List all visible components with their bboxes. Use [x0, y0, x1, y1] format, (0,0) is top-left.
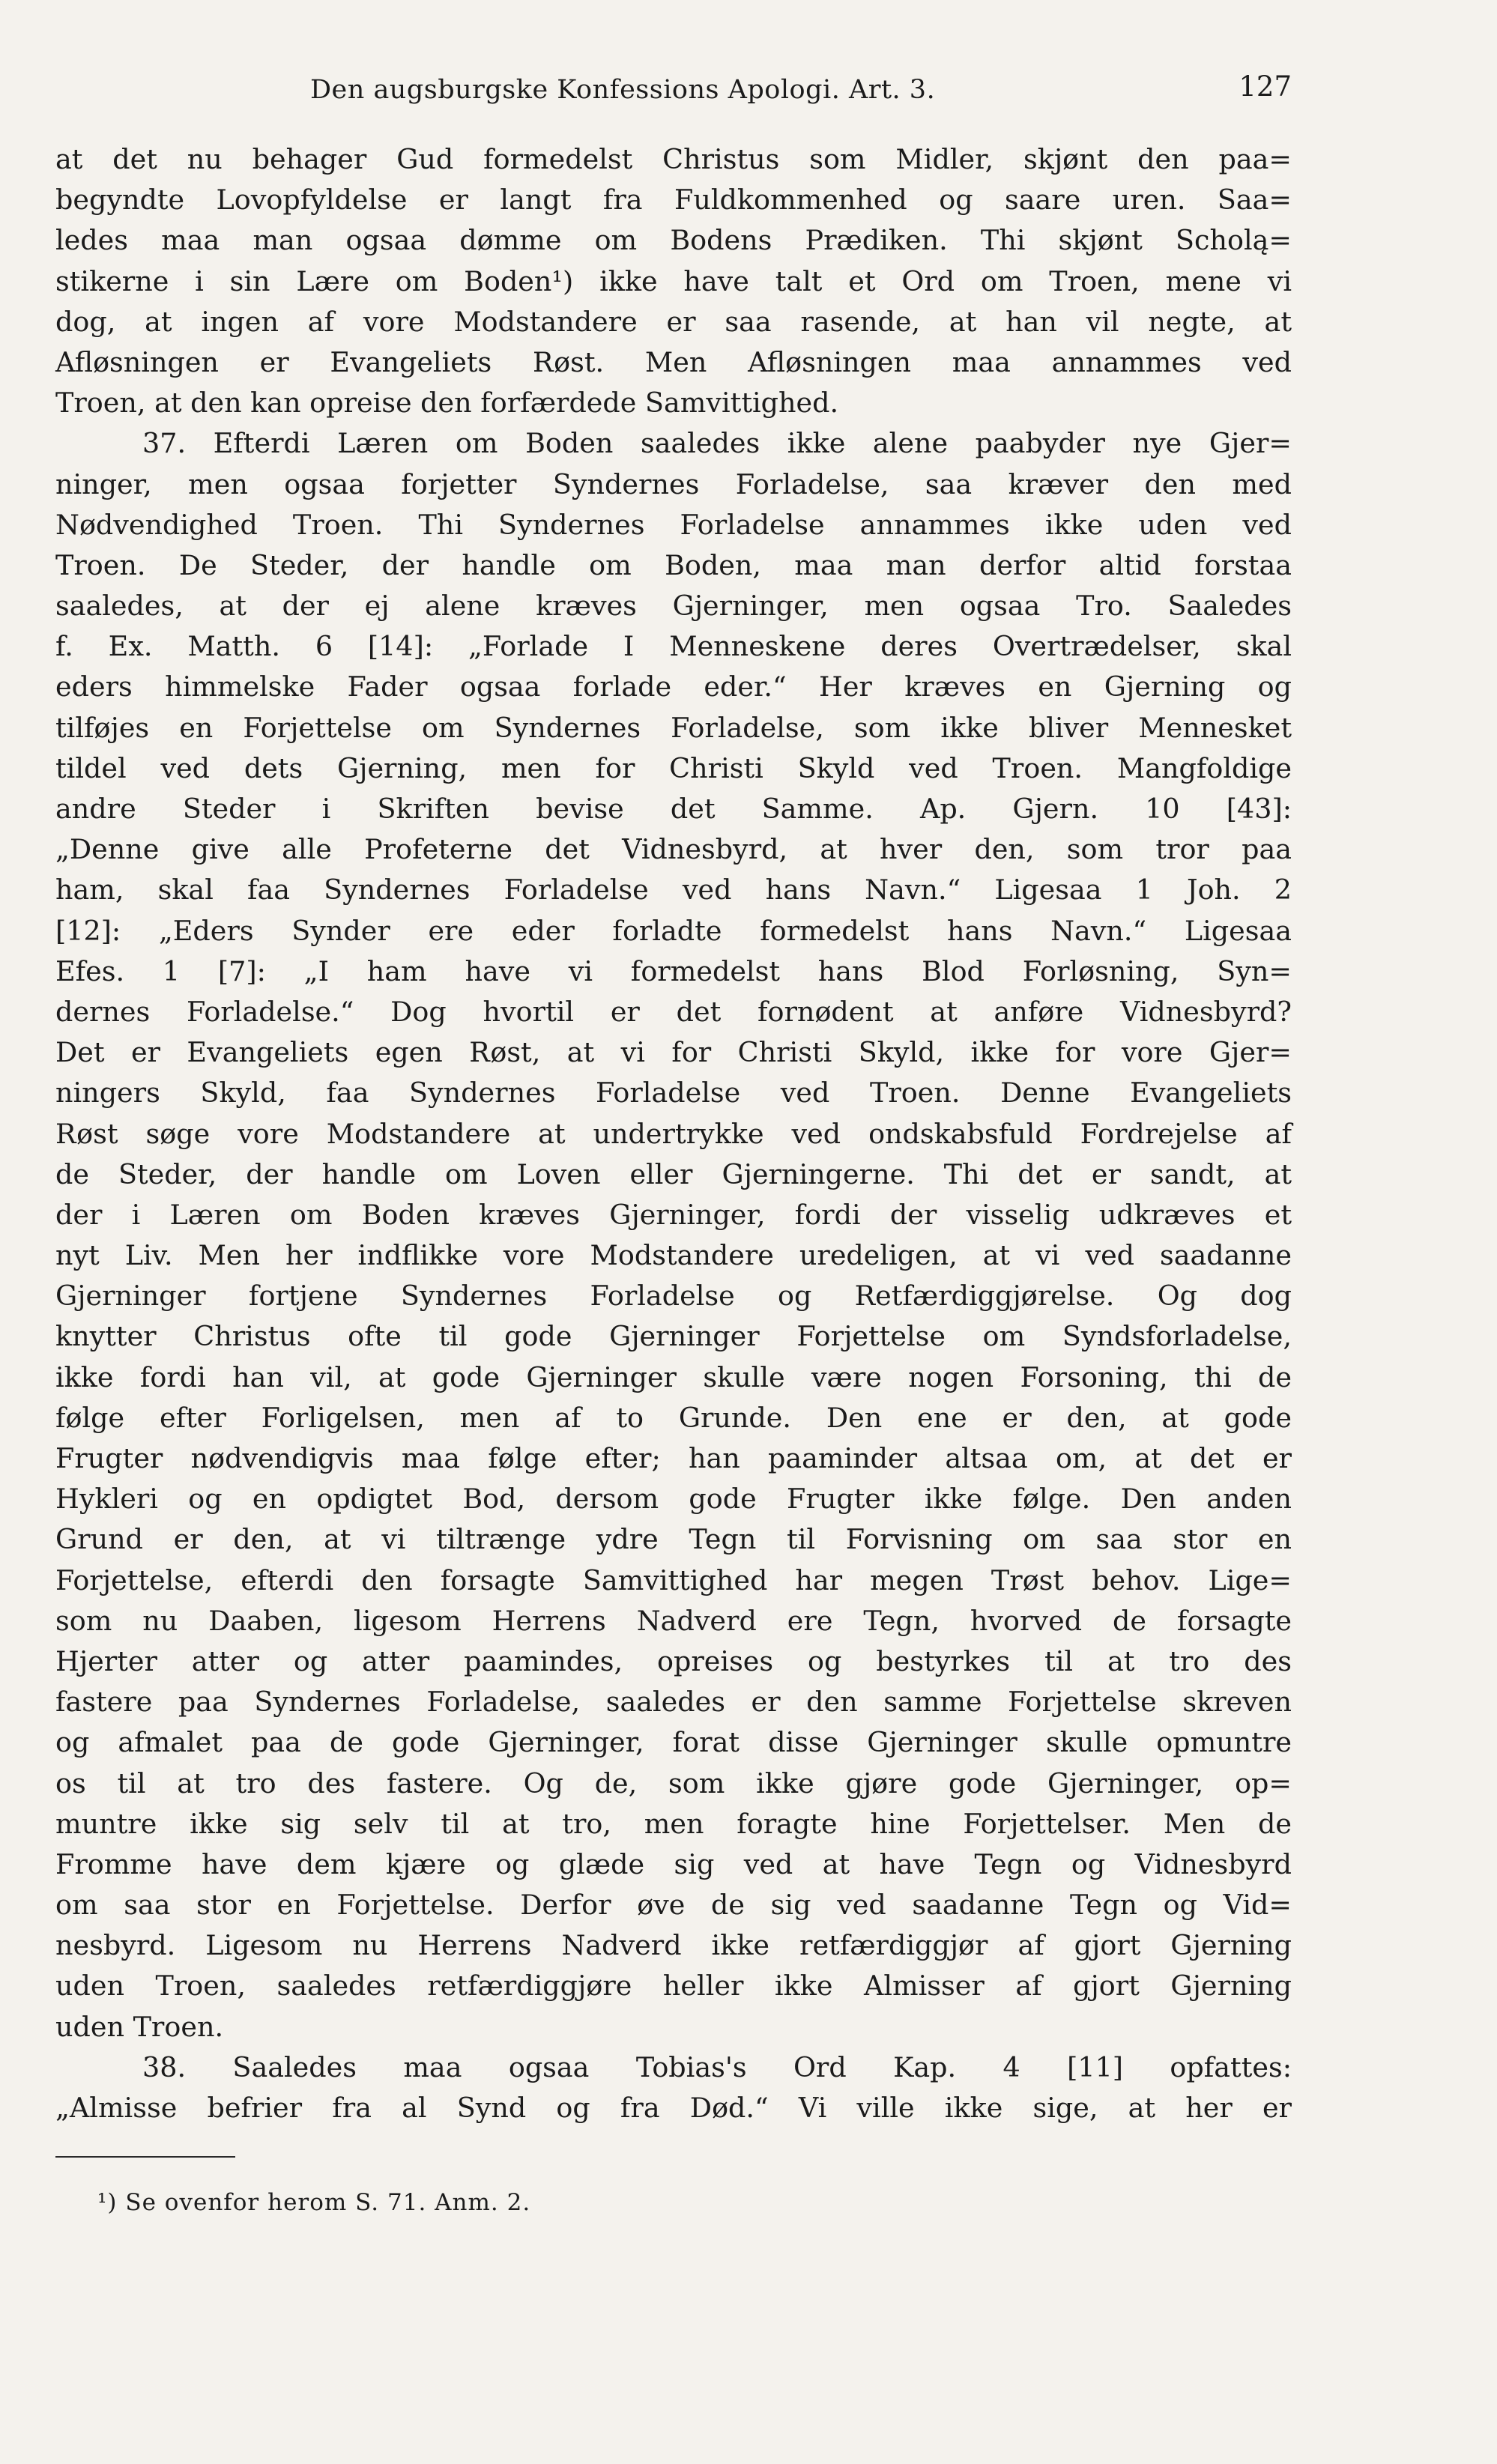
text-line: tildel ved dets Gjerning, men for Christi Skyld ved Troen. Mangfoldige: [55, 751, 1292, 784]
text-line: Troen, at den kan opreise den forfærdede Samvittighed.: [55, 387, 839, 420]
running-head: [55, 70, 1292, 120]
text-line: ledes maa man ogsaa dømme om Bodens Prædiken. Thi skjønt Scholą=: [55, 224, 1292, 257]
footnote: ¹) Se ovenfor herom S. 71. Anm. 2.: [97, 2189, 531, 2216]
text-line: 37. Efterdi Læren om Boden saaledes ikke alene paabyder nye Gjer=: [142, 427, 1292, 460]
text-line: muntre ikke sig selv til at tro, men foragte hine Forjettelser. Men de: [55, 1807, 1292, 1840]
text-line: ninger, men ogsaa forjetter Syndernes Forladelse, saa kræver den med: [55, 467, 1292, 500]
text-line: om saa stor en Forjettelse. Derfor øve de sig ved saadanne Tegn og Vid=: [55, 1889, 1292, 1922]
text-line: dog, at ingen af vore Modstandere er saa rasende, at han vil negte, at: [55, 305, 1292, 338]
text-line: Efes. 1 [7]: „I ham have vi formedelst hans Blod Forløsning, Syn=: [55, 954, 1292, 987]
text-line: stikerne i sin Lære om Boden¹) ikke have talt et Ord om Troen, mene vi: [55, 264, 1292, 297]
text-line: følge efter Forligelsen, men af to Grunde. Den ene er den, at gode: [55, 1401, 1292, 1434]
text-line: „Almisse befrier fra al Synd og fra Død.“ Vi ville ikke sige, at her er: [55, 2092, 1292, 2124]
text-line: f. Ex. Matth. 6 [14]: „Forlade I Menneskene deres Overtrædelser, skal: [55, 630, 1292, 663]
text-line: Forjettelse, efterdi den forsagte Samvittighed har megen Trøst behov. Lige=: [55, 1564, 1292, 1596]
text-line: Hjerter atter og atter paamindes, opreises og bestyrkes til at tro des: [55, 1644, 1292, 1677]
text-line: nesbyrd. Ligesom nu Herrens Nadverd ikke retfærdiggjør af gjort Gjerning: [55, 1929, 1292, 1962]
text-line: Hykleri og en opdigtet Bod, dersom gode Frugter ikke følge. Den anden: [55, 1483, 1292, 1516]
text-line: Gjerninger fortjene Syndernes Forladelse og Retfærdiggjørelse. Og dog: [55, 1280, 1292, 1313]
text-line: Frugter nødvendigvis maa følge efter; han paaminder altsaa om, at det er: [55, 1442, 1292, 1474]
text-line: dernes Forladelse.“ Dog hvortil er det fornødent at anføre Vidnesbyrd?: [55, 995, 1292, 1028]
text-line: de Steder, der handle om Loven eller Gjerningerne. Thi det er sandt, at: [55, 1157, 1292, 1190]
text-line: at det nu behager Gud formedelst Christus som Midler, skjønt den paa=: [55, 143, 1292, 175]
text-line: Afløsningen er Evangeliets Røst. Men Afløsningen maa annammes ved: [55, 345, 1292, 378]
text-line: som nu Daaben, ligesom Herrens Nadverd ere Tegn, hvorved de forsagte: [55, 1604, 1292, 1637]
text-line: der i Læren om Boden kræves Gjerninger, fordi der visselig udkræves et: [55, 1198, 1292, 1231]
text-line: ningers Skyld, faa Syndernes Forladelse ved Troen. Denne Evangeliets: [55, 1077, 1292, 1110]
footnote-divider: [55, 2156, 235, 2158]
text-line: [12]: „Eders Synder ere eder forladte formedelst hans Navn.“ Ligesaa: [55, 914, 1292, 947]
text-line: 38. Saaledes maa ogsaa Tobias's Ord Kap. 4 [11] opfattes:: [142, 2050, 1292, 2083]
text-line: og afmalet paa de gode Gjerninger, forat disse Gjerninger skulle opmuntre: [55, 1726, 1292, 1759]
text-line: fastere paa Syndernes Forladelse, saaledes er den samme Forjettelse skreven: [55, 1686, 1292, 1719]
text-line: ikke fordi han vil, at gode Gjerninger skulle være nogen Forsoning, thi de: [55, 1360, 1292, 1393]
page-number: 127: [1239, 70, 1292, 103]
text-line: nyt Liv. Men her indflikke vore Modstandere uredeligen, at vi ved saadanne: [55, 1239, 1292, 1272]
text-line: tilføjes en Forjettelse om Syndernes Forladelse, som ikke bliver Mennesket: [55, 711, 1292, 744]
body-text: [55, 139, 1292, 2128]
running-title: Den augsburgske Konfessions Apologi. Art. 3.: [310, 75, 936, 105]
text-line: saaledes, at der ej alene kræves Gjerninger, men ogsaa Tro. Saaledes: [55, 590, 1292, 623]
book-page: [55, 0, 1292, 2464]
text-line: os til at tro des fastere. Og de, som ikke gjøre gode Gjerninger, op=: [55, 1767, 1292, 1799]
text-line: Fromme have dem kjære og glæde sig ved at have Tegn og Vidnesbyrd: [55, 1847, 1292, 1880]
text-line: andre Steder i Skriften bevise det Samme. Ap. Gjern. 10 [43]:: [55, 793, 1292, 825]
text-line: uden Troen.: [55, 2010, 224, 2043]
text-line: „Denne give alle Profeterne det Vidnesbyrd, at hver den, som tror paa: [55, 833, 1292, 866]
text-line: Røst søge vore Modstandere at undertrykke ved ondskabsfuld Fordrejelse af: [55, 1117, 1292, 1150]
text-line: Nødvendighed Troen. Thi Syndernes Forladelse annammes ikke uden ved: [55, 508, 1292, 541]
text-line: Troen. De Steder, der handle om Boden, maa man derfor altid forstaa: [55, 548, 1292, 581]
text-line: knytter Christus ofte til gode Gjerninger Forjettelse om Syndsforladelse,: [55, 1320, 1292, 1353]
text-line: ham, skal faa Syndernes Forladelse ved hans Navn.“ Ligesaa 1 Joh. 2: [55, 874, 1292, 906]
text-line: eders himmelske Fader ogsaa forlade eder.“ Her kræves en Gjerning og: [55, 671, 1292, 703]
text-line: Grund er den, at vi tiltrænge ydre Tegn til Forvisning om saa stor en: [55, 1523, 1292, 1556]
text-line: Det er Evangeliets egen Røst, at vi for Christi Skyld, ikke for vore Gjer=: [55, 1036, 1292, 1069]
text-line: begyndte Lovopfyldelse er langt fra Fuldkommenhed og saare uren. Saa=: [55, 184, 1292, 217]
text-line: uden Troen, saaledes retfærdiggjøre heller ikke Almisser af gjort Gjerning: [55, 1970, 1292, 2003]
